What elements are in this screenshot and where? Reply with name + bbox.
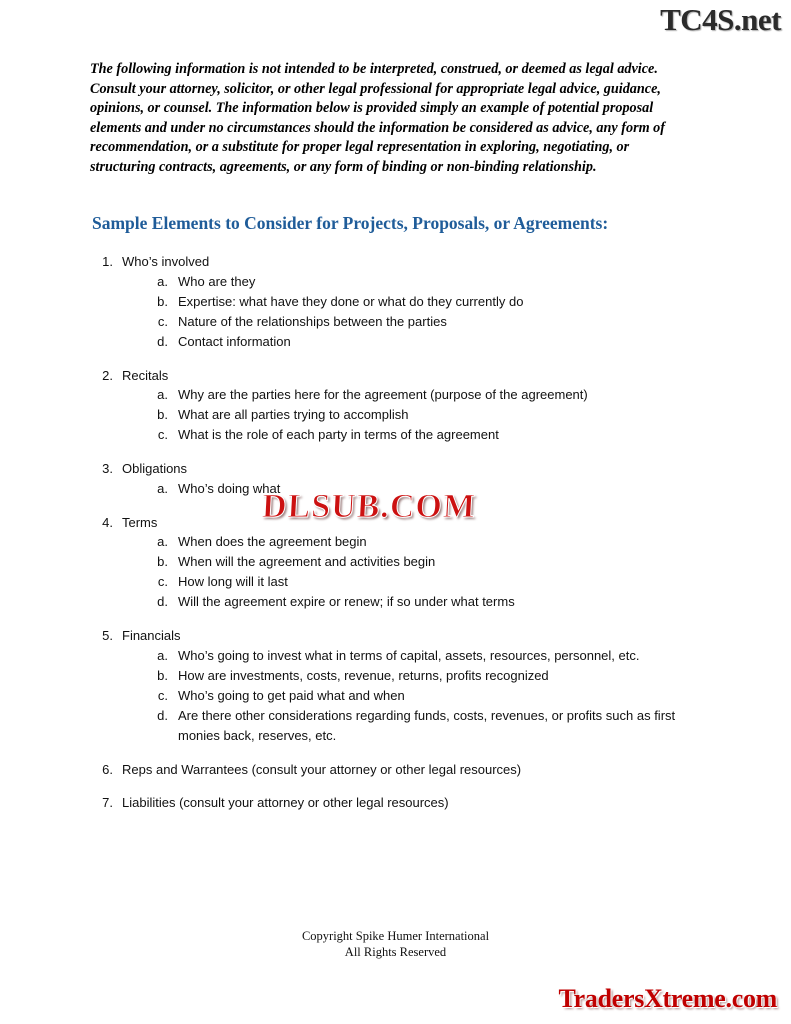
sub-list-item (92, 686, 732, 706)
sub-list-item (92, 552, 732, 572)
sub-list-item-label: Who are they (178, 273, 256, 289)
sub-list-item-label: Are there other considerations regarding funds, costs, revenues, or profits such as first monies back, reserves, etc. (178, 707, 676, 743)
list-item-number: 7. (102, 795, 113, 810)
list-item-number: 5. (102, 628, 113, 643)
sub-list-item (92, 592, 732, 612)
sub-list-item-label: Will the agreement expire or renew; if so under what terms (178, 594, 515, 609)
sub-list-item (92, 532, 732, 552)
page-title: Sample Elements to Consider for Projects, Proposals, or Agreements: (92, 212, 609, 233)
list-item-main (92, 626, 732, 646)
sub-list-item-letter: c. (157, 427, 168, 442)
list-item-label: Who’s involved (122, 254, 210, 269)
list-item-label: Obligations (122, 461, 188, 476)
list-item-number: 6. (102, 761, 113, 777)
sub-list-item-label: What is the role of each party in terms of the agreement (178, 427, 499, 442)
list-item-main (92, 760, 732, 780)
list-item-main (92, 366, 732, 386)
footer (0, 928, 791, 960)
list-item-label: Liabilities (consult your attorney or other legal resources) (122, 795, 449, 810)
list-item (92, 366, 732, 446)
sub-list-item (92, 312, 732, 332)
sub-list-item-letter: d. (157, 594, 168, 609)
list-item-number: 1. (102, 254, 113, 269)
sub-list-item (92, 405, 732, 425)
sub-list-item-letter: a. (157, 534, 168, 549)
list-item-number: 3. (102, 461, 113, 476)
sub-list-item (92, 292, 732, 312)
sub-list-item-letter: a. (157, 480, 168, 496)
sub-list-item (92, 706, 732, 746)
footer-copyright: Copyright Spike Humer International (301, 929, 490, 943)
sub-list-item-label: When will the agreement and activities begin (178, 554, 436, 569)
sub-list-item-letter: d. (157, 707, 168, 723)
list-item (92, 760, 732, 780)
sub-list-item-letter: b. (157, 667, 168, 683)
list-item-number: 2. (102, 367, 113, 383)
sub-list-item-label: Who’s going to invest what in terms of capital, assets, resources, personnel, etc. (178, 647, 640, 663)
watermark-top-right: TC4S.net (660, 2, 781, 37)
list-item (92, 793, 732, 813)
sub-list-item-letter: a. (157, 273, 168, 289)
list-item (92, 513, 732, 613)
sub-list-item-label: Who’s doing what (178, 480, 281, 496)
sub-list-item (92, 425, 732, 445)
sub-list-item-letter: a. (157, 387, 168, 402)
sub-list-item (92, 332, 732, 352)
legal-disclaimer: The following information is not intended to be interpreted, construed, or deemed as legal advice. Consult your attorney, solicitor, or other legal professional for appropriate legal advice, guidance, opinions, or counsel. The information below is provided simply an example of potential proposal elements and under no circumstances should the information be considered as advice, any form of recommendation, or a substitute for proper legal representation in exploring, negotiating, or structuring contracts, agreements, or any form of binding or non-binding relationship. (90, 61, 666, 175)
sub-list-item-label: Who’s going to get paid what and when (178, 687, 405, 703)
list-item-label: Financials (122, 628, 181, 643)
sub-list-item-letter: c. (157, 313, 168, 329)
sub-list-item (92, 646, 732, 666)
sub-list-item-letter: c. (157, 687, 168, 703)
sub-list-item-letter: b. (157, 293, 168, 309)
sub-list-item (92, 385, 732, 405)
list-item (92, 626, 732, 746)
watermark-bottom-right: TradersXtreme.com (558, 984, 777, 1013)
list-item-label: Recitals (122, 367, 169, 383)
sub-list-item (92, 666, 732, 686)
sub-list-item (92, 572, 732, 592)
list-item-main (92, 252, 732, 272)
sub-list-item-letter: d. (157, 333, 168, 349)
sub-list-item-label: How are investments, costs, revenue, returns, profits recognized (178, 667, 549, 683)
sub-list-item (92, 272, 732, 292)
sub-list-item-letter: b. (157, 554, 168, 569)
sub-list-item-letter: c. (157, 574, 168, 589)
elements-list (92, 252, 732, 827)
list-item-main (92, 793, 732, 813)
sub-list-item-letter: b. (157, 407, 168, 422)
sub-list-item-label: What are all parties trying to accomplish (178, 407, 409, 422)
sub-list-item-label: When does the agreement begin (178, 534, 367, 549)
list-item-number: 4. (102, 514, 113, 530)
list-item-label: Terms (122, 514, 158, 530)
sub-list-item-letter: a. (157, 647, 168, 663)
list-item-main (92, 459, 732, 479)
watermark-center: DLSUB.COM (261, 488, 477, 525)
footer-rights: All Rights Reserved (344, 945, 447, 959)
list-item-label: Reps and Warrantees (consult your attorney or other legal resources) (122, 761, 522, 777)
sub-list-item-label: Nature of the relationships between the parties (178, 313, 447, 329)
list-item (92, 252, 732, 352)
sub-list-item-label: Why are the parties here for the agreement (purpose of the agreement) (178, 387, 588, 402)
sub-list-item-label: Expertise: what have they done or what do they currently do (178, 293, 524, 309)
sub-list-item-label: Contact information (178, 333, 291, 349)
sub-list-item-label: How long will it last (178, 574, 288, 589)
